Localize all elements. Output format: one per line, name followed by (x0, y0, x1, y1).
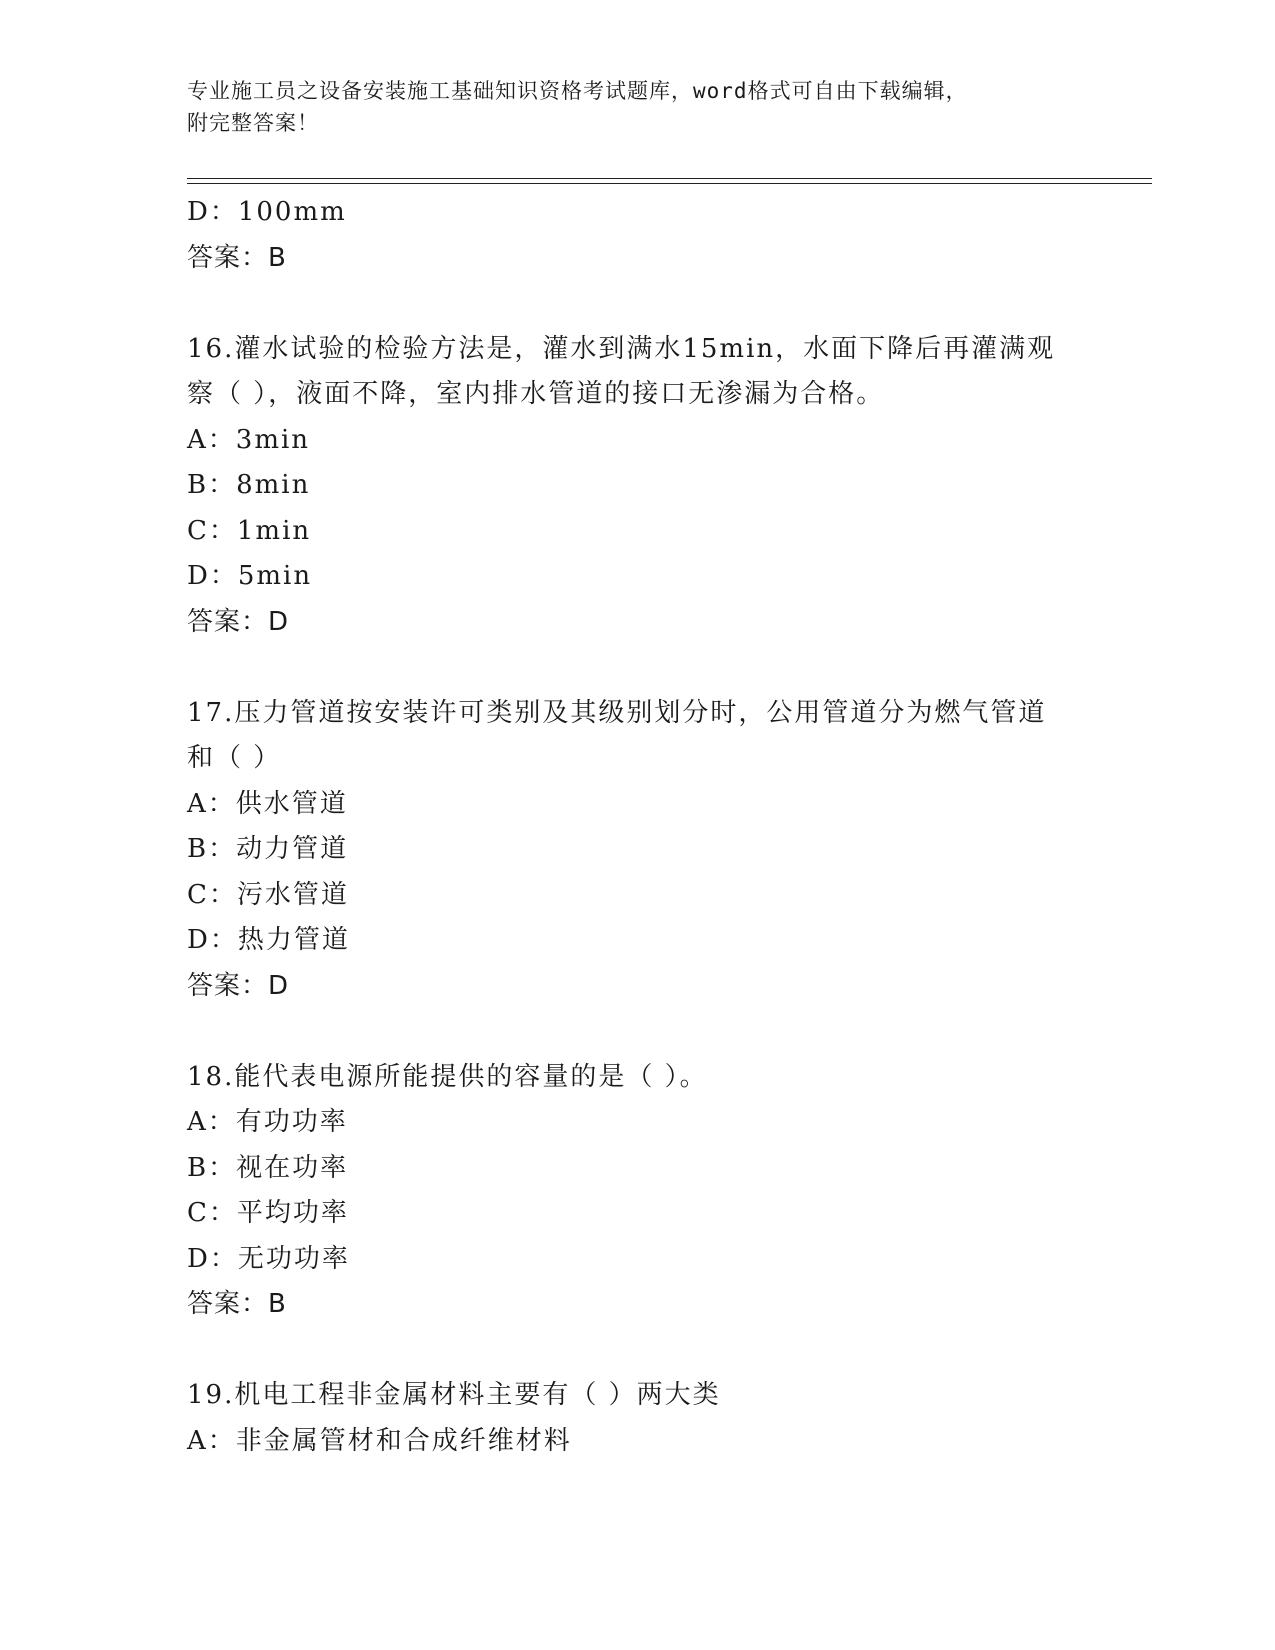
prev-question-tail (187, 190, 1087, 281)
option-c: C：1min (187, 515, 312, 546)
option-d: D：5min (187, 561, 313, 591)
option-b: B：视在功率 (187, 1152, 349, 1183)
question-stem: 和（ ） (187, 743, 282, 773)
document-body (187, 190, 1087, 1464)
spacer (187, 281, 1087, 327)
header-line-1: 专业施工员之设备安装施工基础知识资格考试题库，word格式可自由下载编辑， (187, 79, 968, 103)
option-a: A：供水管道 (187, 788, 348, 819)
option-a: A：有功功率 (187, 1107, 348, 1137)
option-c: C：污水管道 (187, 879, 349, 910)
answer-line: 答案：D (187, 606, 290, 637)
answer-line: 答案：B (187, 1289, 287, 1319)
question-19 (187, 1373, 1087, 1464)
question-18 (187, 1055, 1087, 1328)
header-line-2: 附完整答案！ (187, 111, 319, 135)
header-divider-bottom (187, 183, 1152, 184)
header-divider-top (187, 178, 1152, 179)
spacer (187, 1009, 1087, 1055)
spacer (187, 645, 1087, 691)
option-b: B：8min (187, 470, 311, 500)
answer-line: 答案：B (187, 242, 287, 273)
option-a: A：非金属管材和合成纤维材料 (187, 1425, 572, 1456)
document-header (187, 75, 1067, 139)
option-d: D：无功功率 (187, 1243, 350, 1274)
spacer (187, 1328, 1087, 1374)
answer-line: 答案：D (187, 970, 290, 1001)
option-a: A：3min (187, 424, 311, 455)
option-c: C：平均功率 (187, 1198, 349, 1228)
question-16 (187, 327, 1087, 646)
question-stem: 18.能代表电源所能提供的容量的是（ ）。 (187, 1061, 708, 1092)
question-stem: 19.机电工程非金属材料主要有（ ）两大类 (187, 1380, 721, 1410)
question-stem: 16.灌水试验的检验方法是，灌水到满水15min，水面下降后再灌满观 (187, 333, 1056, 364)
question-stem: 17.压力管道按安装许可类别及其级别划分时，公用管道分为燃气管道 (187, 697, 1047, 728)
question-17 (187, 691, 1087, 1010)
option-d: D：热力管道 (187, 925, 350, 955)
question-stem: 察（ ），液面不降，室内排水管道的接口无渗漏为合格。 (187, 379, 885, 409)
option-d: D：100mm (187, 197, 347, 227)
option-b: B：动力管道 (187, 834, 349, 864)
